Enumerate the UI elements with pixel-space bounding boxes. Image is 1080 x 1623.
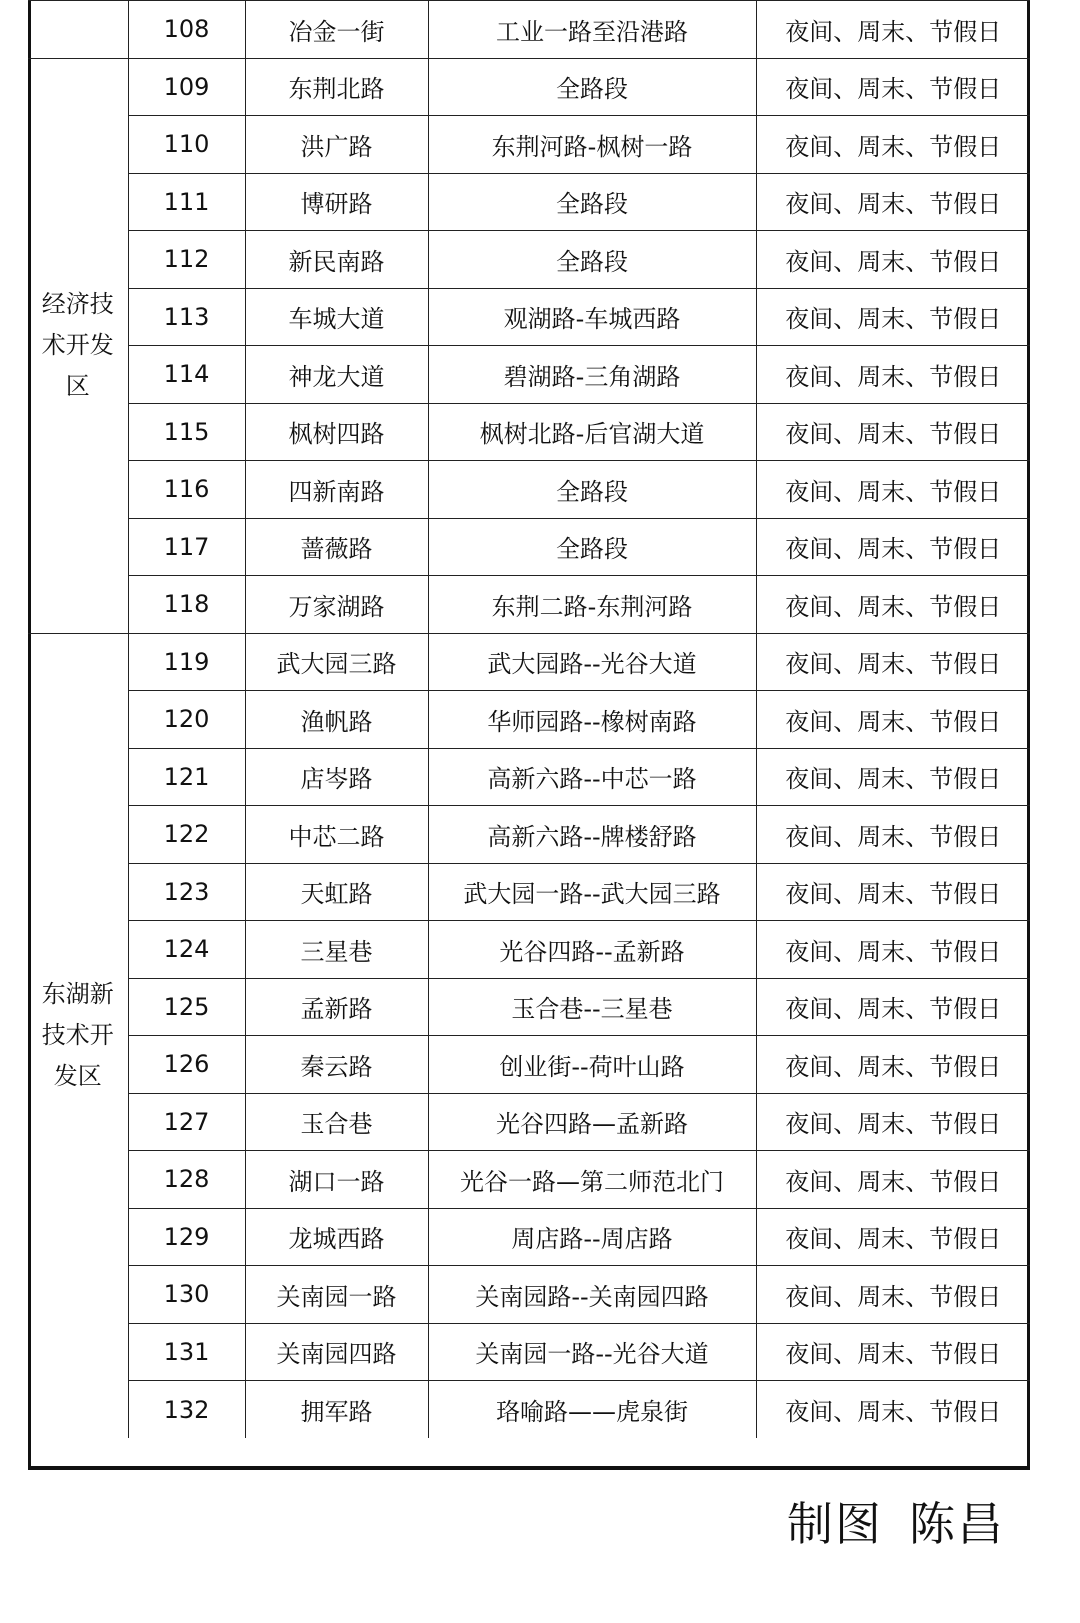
road-section-cell: 碧湖路-三角湖路 — [428, 346, 756, 404]
time-cell: 夜间、周末、节假日 — [756, 461, 1030, 519]
road-section-cell: 周店路--周店路 — [428, 1208, 756, 1266]
road-name-cell: 四新南路 — [245, 461, 428, 519]
table-body — [28, 1, 1030, 1439]
road-section-cell: 东荆河路-枫树一路 — [428, 116, 756, 174]
road-section-cell: 武大园路--光谷大道 — [428, 633, 756, 691]
road-name-cell: 冶金一街 — [245, 1, 428, 59]
time-cell: 夜间、周末、节假日 — [756, 863, 1030, 921]
table-row — [28, 461, 1030, 519]
road-name-cell: 三星巷 — [245, 921, 428, 979]
road-section-cell: 光谷四路—孟新路 — [428, 1093, 756, 1151]
time-cell: 夜间、周末、节假日 — [756, 403, 1030, 461]
time-cell: 夜间、周末、节假日 — [756, 518, 1030, 576]
row-number-cell: 119 — [128, 633, 245, 691]
time-cell: 夜间、周末、节假日 — [756, 1036, 1030, 1094]
row-number-cell: 126 — [128, 1036, 245, 1094]
road-section-cell: 关南园路--关南园四路 — [428, 1266, 756, 1324]
road-section-cell: 高新六路--牌楼舒路 — [428, 806, 756, 864]
row-number-cell: 110 — [128, 116, 245, 174]
row-number-cell: 123 — [128, 863, 245, 921]
table-row — [28, 1266, 1030, 1324]
road-name-cell: 枫树四路 — [245, 403, 428, 461]
road-section-cell: 高新六路--中芯一路 — [428, 748, 756, 806]
road-name-cell: 武大园三路 — [245, 633, 428, 691]
table-row — [28, 691, 1030, 749]
row-number-cell: 131 — [128, 1323, 245, 1381]
road-name-cell: 龙城西路 — [245, 1208, 428, 1266]
road-name-cell: 关南园一路 — [245, 1266, 428, 1324]
row-number-cell: 130 — [128, 1266, 245, 1324]
road-section-cell: 光谷一路—第二师范北门 — [428, 1151, 756, 1209]
time-cell: 夜间、周末、节假日 — [756, 1151, 1030, 1209]
table-row — [28, 1036, 1030, 1094]
time-cell: 夜间、周末、节假日 — [756, 173, 1030, 231]
road-name-cell: 秦云路 — [245, 1036, 428, 1094]
row-number-cell: 115 — [128, 403, 245, 461]
caption — [787, 1488, 1005, 1554]
road-name-cell: 湖口一路 — [245, 1151, 428, 1209]
table-row — [28, 288, 1030, 346]
road-section-cell: 珞喻路——虎泉街 — [428, 1381, 756, 1439]
road-name-cell: 中芯二路 — [245, 806, 428, 864]
road-name-cell: 神龙大道 — [245, 346, 428, 404]
table-row — [28, 633, 1030, 691]
road-section-cell: 光谷四路--孟新路 — [428, 921, 756, 979]
road-section-cell: 全路段 — [428, 173, 756, 231]
road-section-cell: 工业一路至沿港路 — [428, 1, 756, 59]
time-cell: 夜间、周末、节假日 — [756, 921, 1030, 979]
caption-author: 陈昌 — [909, 1497, 1005, 1551]
table-row — [28, 1, 1030, 59]
row-number-cell: 116 — [128, 461, 245, 519]
time-cell: 夜间、周末、节假日 — [756, 1093, 1030, 1151]
row-number-cell: 127 — [128, 1093, 245, 1151]
road-name-cell: 孟新路 — [245, 978, 428, 1036]
road-name-cell: 东荆北路 — [245, 58, 428, 116]
row-number-cell: 113 — [128, 288, 245, 346]
road-section-cell: 华师园路--橡树南路 — [428, 691, 756, 749]
road-section-cell: 全路段 — [428, 58, 756, 116]
table-row — [28, 1323, 1030, 1381]
row-number-cell: 117 — [128, 518, 245, 576]
table-row — [28, 1381, 1030, 1439]
time-cell: 夜间、周末、节假日 — [756, 576, 1030, 634]
table-row — [28, 863, 1030, 921]
caption-label: 制图 — [787, 1497, 883, 1551]
district-cell: 经济技术开发区 — [28, 58, 128, 633]
road-section-cell: 关南园一路--光谷大道 — [428, 1323, 756, 1381]
table-row — [28, 921, 1030, 979]
row-number-cell: 132 — [128, 1381, 245, 1439]
road-name-cell: 渔帆路 — [245, 691, 428, 749]
road-name-cell: 店岑路 — [245, 748, 428, 806]
time-cell: 夜间、周末、节假日 — [756, 633, 1030, 691]
road-name-cell: 洪广路 — [245, 116, 428, 174]
row-number-cell: 109 — [128, 58, 245, 116]
table-row — [28, 58, 1030, 116]
time-cell: 夜间、周末、节假日 — [756, 748, 1030, 806]
table-row — [28, 1151, 1030, 1209]
time-cell: 夜间、周末、节假日 — [756, 691, 1030, 749]
row-number-cell: 114 — [128, 346, 245, 404]
road-section-cell: 枫树北路-后官湖大道 — [428, 403, 756, 461]
table-row — [28, 748, 1030, 806]
row-number-cell: 128 — [128, 1151, 245, 1209]
time-cell: 夜间、周末、节假日 — [756, 116, 1030, 174]
road-name-cell: 车城大道 — [245, 288, 428, 346]
time-cell: 夜间、周末、节假日 — [756, 231, 1030, 289]
time-cell: 夜间、周末、节假日 — [756, 346, 1030, 404]
table-row — [28, 978, 1030, 1036]
time-cell: 夜间、周末、节假日 — [756, 1208, 1030, 1266]
table-row — [28, 576, 1030, 634]
road-section-cell: 全路段 — [428, 461, 756, 519]
row-number-cell: 129 — [128, 1208, 245, 1266]
road-section-cell: 全路段 — [428, 231, 756, 289]
table-row — [28, 518, 1030, 576]
time-cell: 夜间、周末、节假日 — [756, 978, 1030, 1036]
table-row — [28, 1093, 1030, 1151]
road-name-cell: 蔷薇路 — [245, 518, 428, 576]
row-number-cell: 108 — [128, 1, 245, 59]
time-cell: 夜间、周末、节假日 — [756, 58, 1030, 116]
time-cell: 夜间、周末、节假日 — [756, 1323, 1030, 1381]
road-name-cell: 新民南路 — [245, 231, 428, 289]
road-section-cell: 创业街--荷叶山路 — [428, 1036, 756, 1094]
road-section-cell: 观湖路-车城西路 — [428, 288, 756, 346]
district-cell: 东湖新技术开发区 — [28, 633, 128, 1438]
row-number-cell: 125 — [128, 978, 245, 1036]
table-row — [28, 173, 1030, 231]
table-row — [28, 116, 1030, 174]
road-name-cell: 天虹路 — [245, 863, 428, 921]
time-cell: 夜间、周末、节假日 — [756, 1, 1030, 59]
time-cell: 夜间、周末、节假日 — [756, 806, 1030, 864]
table-row — [28, 346, 1030, 404]
district-cell — [28, 1, 128, 59]
row-number-cell: 112 — [128, 231, 245, 289]
table-row — [28, 1208, 1030, 1266]
road-section-cell: 武大园一路--武大园三路 — [428, 863, 756, 921]
road-name-cell: 博研路 — [245, 173, 428, 231]
row-number-cell: 111 — [128, 173, 245, 231]
road-name-cell: 拥军路 — [245, 1381, 428, 1439]
row-number-cell: 118 — [128, 576, 245, 634]
road-name-cell: 万家湖路 — [245, 576, 428, 634]
row-number-cell: 124 — [128, 921, 245, 979]
time-cell: 夜间、周末、节假日 — [756, 1266, 1030, 1324]
row-number-cell: 122 — [128, 806, 245, 864]
time-cell: 夜间、周末、节假日 — [756, 288, 1030, 346]
road-section-cell: 玉合巷--三星巷 — [428, 978, 756, 1036]
time-cell: 夜间、周末、节假日 — [756, 1381, 1030, 1439]
row-number-cell: 121 — [128, 748, 245, 806]
road-section-cell: 全路段 — [428, 518, 756, 576]
row-number-cell: 120 — [128, 691, 245, 749]
road-name-cell: 玉合巷 — [245, 1093, 428, 1151]
table-row — [28, 231, 1030, 289]
table-row — [28, 806, 1030, 864]
table-row — [28, 403, 1030, 461]
road-table — [28, 0, 1030, 1438]
road-name-cell: 关南园四路 — [245, 1323, 428, 1381]
road-section-cell: 东荆二路-东荆河路 — [428, 576, 756, 634]
